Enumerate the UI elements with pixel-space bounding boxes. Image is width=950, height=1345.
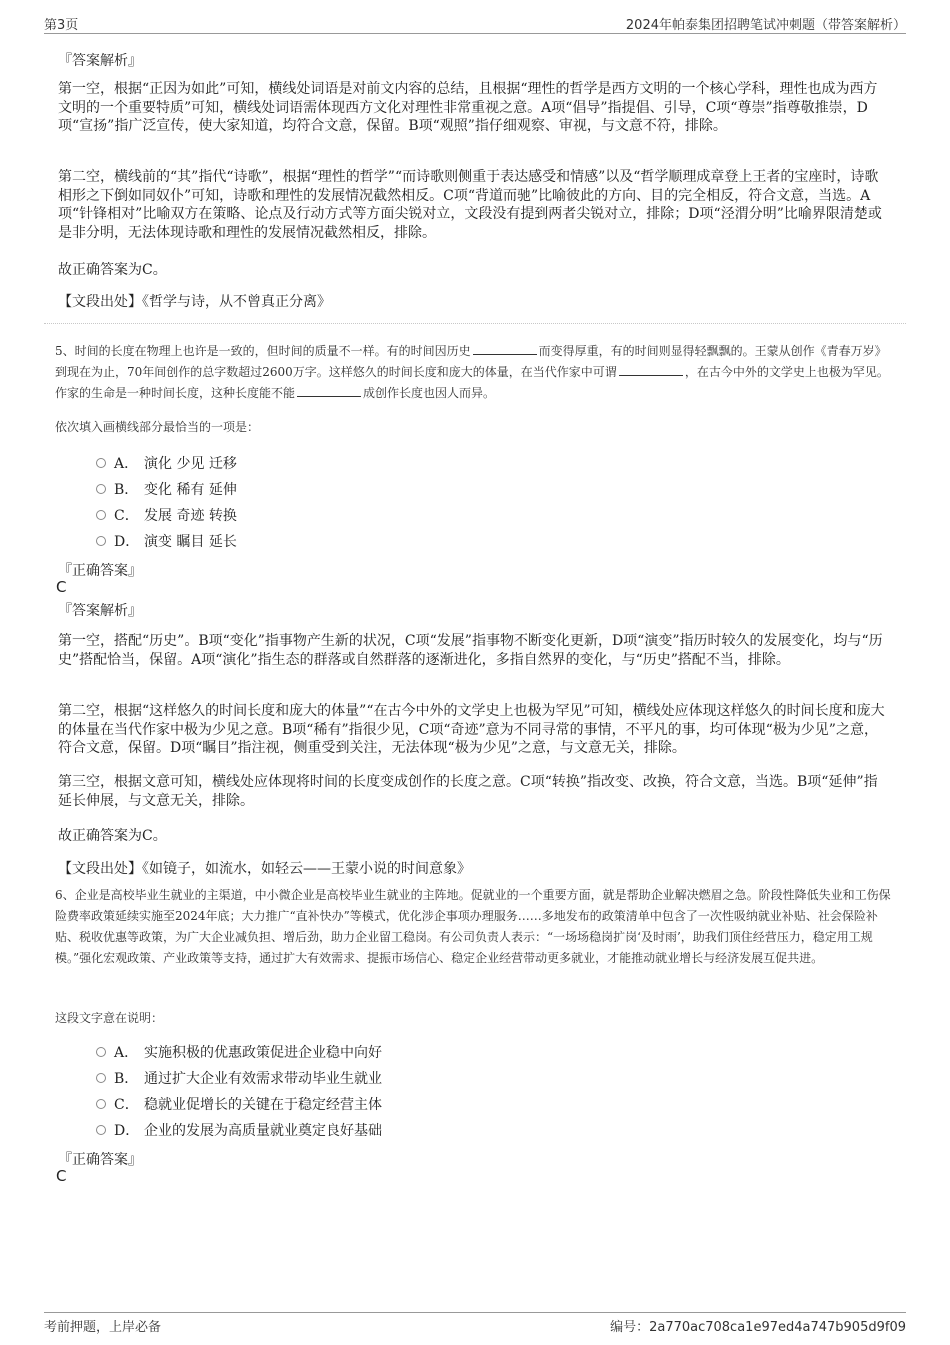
option-text: 变化 稀有 延伸: [144, 482, 237, 498]
q6-stem: 6、企业是高校毕业生就业的主渠道，中小微企业是高校毕业生就业的主阵地。促就业的一个重要方面，就是帮助企业解决燃眉之急。阶段性降低失业和工伤保险费率政策延续实施至2024年底；大力推广“直补快办”等模式，优化涉企事项办理服务……多地发布的政策清单中包含了一次性吸纳就业补贴、社会保险补贴、税收优惠等政策，为广大企业减负担、增后劲，助力企业留工稳岗。有公司负责人表示：“一场场稳岗扩岗‘及时雨’，助我们顶住经营压力，稳定用工规模。”强化宏观政策、产业政策等支持，通过扩大有效需求、提振市场信心、稳定企业经营带动更多就业，才能推动就业增长与经济发展互促共进。: [55, 888, 891, 965]
q6-prompt: 这段文字意在说明：: [55, 1011, 164, 1025]
radio-icon[interactable]: [96, 484, 106, 494]
q5-option-d[interactable]: [96, 531, 237, 551]
q6-option-d[interactable]: [96, 1120, 382, 1140]
radio-icon[interactable]: [96, 1125, 106, 1135]
q5-source: 【文段出处】《如镜子，如流水，如轻云——王蒙小说的时间意象》: [58, 861, 471, 877]
option-text: 演化 少见 迁移: [144, 456, 237, 472]
option-key: C．: [114, 508, 139, 524]
option-key: A．: [114, 1045, 139, 1061]
option-key: B．: [114, 1071, 139, 1087]
q5-stem-part-d: 成创作长度也因人而异。: [363, 386, 496, 400]
q6-option-c[interactable]: [96, 1094, 382, 1114]
option-text: 通过扩大企业有效需求带动毕业生就业: [144, 1071, 382, 1087]
option-text: 演变 瞩目 延长: [144, 534, 237, 550]
radio-icon[interactable]: [96, 1099, 106, 1109]
q5-option-a[interactable]: [96, 453, 237, 473]
q5-answer-label: 『正确答案』: [58, 563, 142, 579]
q5-option-c[interactable]: [96, 505, 237, 525]
q5-prompt: 依次填入画横线部分最恰当的一项是：: [55, 420, 260, 434]
q6-answer: C: [56, 1167, 67, 1185]
q5-conclusion: 故正确答案为C。: [58, 828, 167, 844]
footer-slogan: 考前押题，上岸必备: [44, 1320, 162, 1335]
option-text: 稳就业促增长的关键在于稳定经营主体: [144, 1097, 382, 1113]
q5-answer: C: [56, 578, 67, 596]
option-key: D．: [114, 1123, 140, 1139]
q6-answer-label: 『正确答案』: [58, 1152, 142, 1168]
question-divider: [44, 323, 906, 324]
option-key: B．: [114, 482, 139, 498]
q5-stem: [55, 341, 895, 404]
document-id: 编号：2a770ac708ca1e97ed4a747b905d9f09: [610, 1320, 906, 1335]
radio-icon[interactable]: [96, 1073, 106, 1083]
option-text: 企业的发展为高质量就业奠定良好基础: [144, 1123, 382, 1139]
option-key: C．: [114, 1097, 139, 1113]
page-number: 第3页: [44, 18, 79, 33]
radio-icon[interactable]: [96, 510, 106, 520]
q5-option-b[interactable]: [96, 479, 237, 499]
option-key: A．: [114, 456, 139, 472]
q4-analysis-p2: 第二空，横线前的“其”指代“诗歌”，根据“理性的哲学”“而诗歌则侧重于表达感受和情感”以及“哲学顺理成章登上王者的宝座时，诗歌相形之下倒如同奴仆”可知，诗歌和理性的发展情况截然相反。C项“背道而驰”比喻彼此的方向、目的完全相反，符合文意，当选。A项“针锋相对”比喻双方在策略、论点及行动方式等方面尖锐对立，文段没有提到两者尖锐对立，排除；D项“泾渭分明”比喻界限清楚或是非分明，无法体现诗歌和理性的发展情况截然相反，排除。: [58, 169, 882, 241]
q5-stem-part-a: 5、时间的长度在物理上也许是一致的，但时间的质量不一样。有的时间因历史: [55, 344, 471, 358]
option-text: 实施积极的优惠政策促进企业稳中向好: [144, 1045, 382, 1061]
blank-3: [297, 384, 361, 397]
q5-analysis-p2: 第二空，根据“这样悠久的时间长度和庞大的体量”“在古今中外的文学史上也极为罕见”可知，横线处应体现这样悠久的时间长度和庞大的体量在当代作家中极为少见之意。B项“稀有”指很少见，C项“奇迹”意为不同寻常的事情，不平凡的事，均可体现“极为少见”之意，符合文意，保留。D项“瞩目”指注视，侧重受到关注，无法体现“极为少见”之意，与文意无关，排除。: [58, 703, 885, 756]
q4-analysis-label: 『答案解析』: [58, 53, 142, 69]
radio-icon[interactable]: [96, 1047, 106, 1057]
blank-1: [473, 342, 537, 355]
q5-stem-part-b: 而变得厚重，有的时间则显得轻飘飘的。王蒙从创作《青春万岁》到现在为止，70年间创作的总字数超过2600万字。这样悠久的时间长度和庞大的体量，在当代作家中可谓: [55, 344, 887, 379]
q5-analysis-p3: 第三空，根据文意可知，横线处应体现将时间的长度变成创作的长度之意。C项“转换”指改变、改换，符合文意，当选。B项“延伸”指延长伸展，与文意无关，排除。: [58, 774, 878, 809]
q4-conclusion: 故正确答案为C。: [58, 262, 167, 278]
option-key: D．: [114, 534, 140, 550]
q5-analysis-p1: 第一空，搭配“历史”。B项“变化”指事物产生新的状况，C项“发展”指事物不断变化更新，D项“演变”指历时较久的发展变化，均与“历史”搭配恰当，保留。A项“演化”指生态的群落或自然群落的逐渐进化，多指自然界的变化，与“历史”搭配不当，排除。: [58, 633, 883, 668]
q6-option-b[interactable]: [96, 1068, 382, 1088]
q5-analysis-label: 『答案解析』: [58, 603, 142, 619]
q4-analysis-p1: 第一空，根据“正因为如此”可知，横线处词语是对前文内容的总结，且根据“理性的哲学是西方文明的一个核心学科，理性也成为西方文明的一个重要特质”可知，横线处词语需体现西方文化对理性非常重视之意。A项“倡导”指提倡、引导，C项“尊崇”指尊敬推崇，D项“宣扬”指广泛宣传，使大家知道，均符合文意，保留。B项“观照”指仔细观察、审视，与文意不符，排除。: [58, 81, 878, 134]
option-text: 发展 奇迹 转换: [144, 508, 237, 524]
blank-2: [619, 363, 683, 376]
radio-icon[interactable]: [96, 458, 106, 468]
document-title: 2024年帕泰集团招聘笔试冲刺题（带答案解析）: [625, 18, 906, 33]
q6-option-a[interactable]: [96, 1042, 382, 1062]
q5-stem-part-c: ，在古今中外的文学史上也极为罕见。作家的生命是一种时间长度，这种长度能不能: [55, 365, 889, 400]
q4-source: 【文段出处】《哲学与诗，从不曾真正分离》: [58, 294, 331, 310]
page-header: [44, 14, 906, 34]
page-footer: [44, 1312, 906, 1334]
radio-icon[interactable]: [96, 536, 106, 546]
